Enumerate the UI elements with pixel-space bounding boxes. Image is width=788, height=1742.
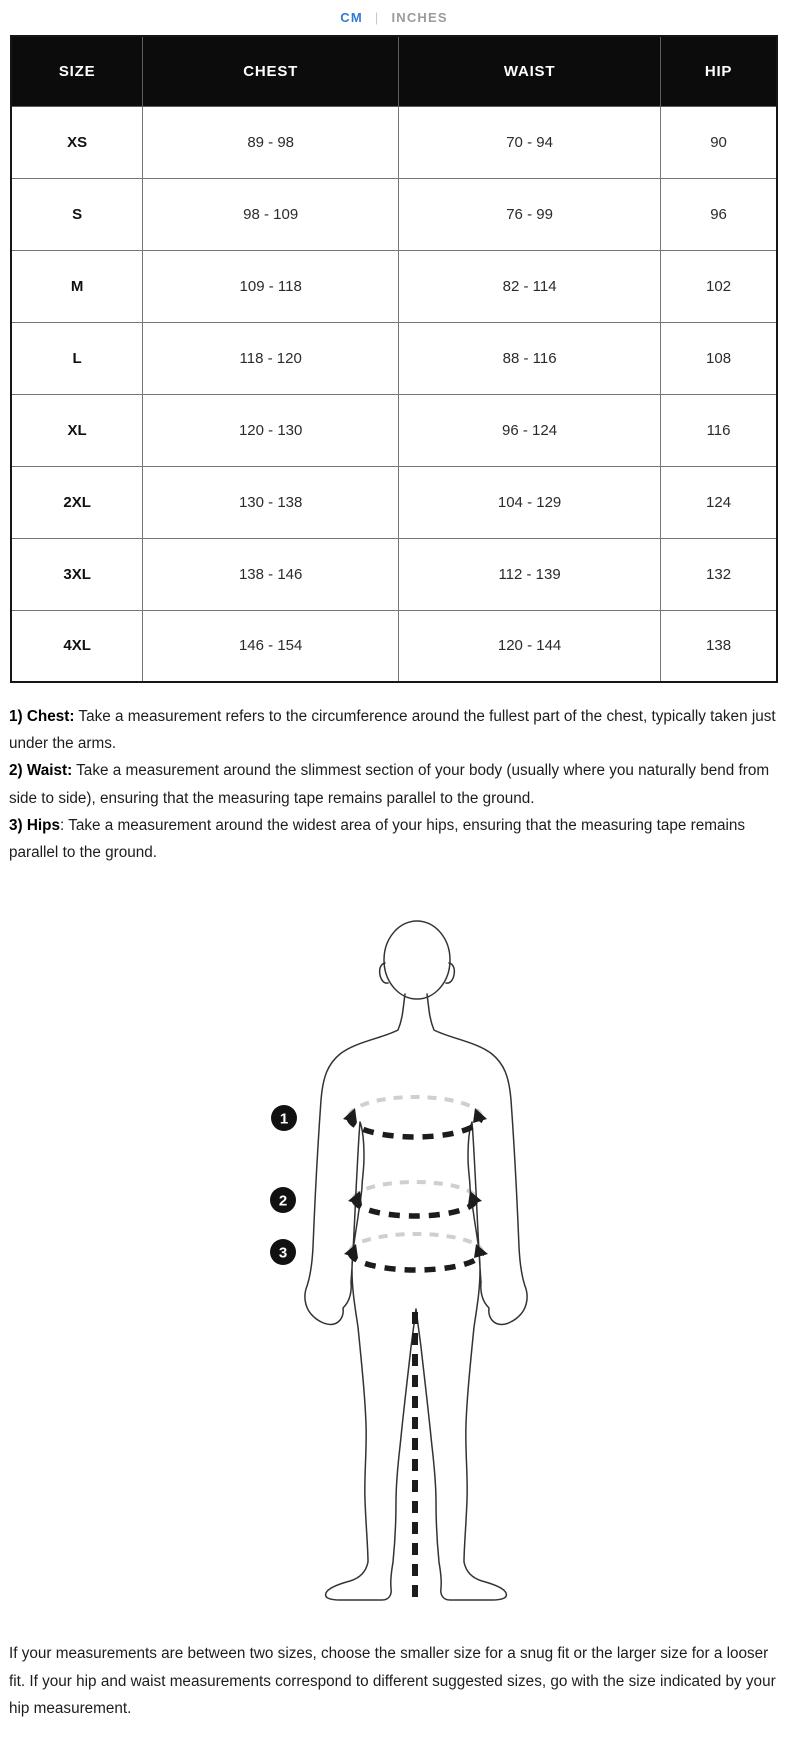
- marker-2-label: 2: [278, 1192, 288, 1210]
- note-chest: 1) Chest: Take a measurement refers to the circumference around the fullest part of the chest, typically taken just under the arms.: [9, 708, 776, 753]
- measurement-notes: [9, 703, 779, 866]
- table-row: [11, 250, 777, 322]
- waist-value: 88 - 116: [399, 322, 661, 394]
- chest-value: 120 - 130: [143, 394, 399, 466]
- header-chest: CHEST: [143, 36, 399, 106]
- chest-value: 109 - 118: [143, 250, 399, 322]
- fit-guidance: [9, 1640, 779, 1732]
- body-diagram: [0, 872, 788, 1612]
- waist-value: 70 - 94: [399, 106, 661, 178]
- header-hip: HIP: [661, 36, 777, 106]
- chest-value: 118 - 120: [143, 322, 399, 394]
- tab-cm[interactable]: CM: [340, 10, 363, 25]
- chest-value: 98 - 109: [143, 178, 399, 250]
- table-row: [11, 394, 777, 466]
- tape-front-arcs: [349, 1117, 482, 1270]
- size-label: L: [11, 322, 143, 394]
- size-label: S: [11, 178, 143, 250]
- chest-value: 89 - 98: [143, 106, 399, 178]
- marker-1-label: 1: [279, 1110, 289, 1128]
- waist-value: 76 - 99: [399, 178, 661, 250]
- chest-value: 146 - 154: [143, 610, 399, 682]
- hip-value: 102: [661, 250, 777, 322]
- table-row: [11, 178, 777, 250]
- size-label: 2XL: [11, 466, 143, 538]
- tab-divider: |: [374, 10, 380, 25]
- marker-3-badge: [270, 1239, 296, 1265]
- hip-value: 90: [661, 106, 777, 178]
- table-row: [11, 106, 777, 178]
- body-outline: [305, 921, 527, 1600]
- tape-back-arcs: [349, 1097, 482, 1252]
- note-waist: 2) Waist: Take a measurement around the slimmest section of your body (usually where you naturally bend from side to side), ensuring that the measuring tape remains parallel to the ground.: [9, 762, 770, 807]
- size-label: 3XL: [11, 538, 143, 610]
- chest-value: 130 - 138: [143, 466, 399, 538]
- unit-toggle: [0, 0, 788, 25]
- table-row: [11, 538, 777, 610]
- hip-value: 138: [661, 610, 777, 682]
- chest-measure-line: [349, 1117, 481, 1137]
- table-row: [11, 610, 777, 682]
- tab-inches[interactable]: INCHES: [391, 10, 448, 25]
- size-label: M: [11, 250, 143, 322]
- fit-guidance-text: If your measurements are between two sizes, choose the smaller size for a snug fit or the larger size for a looser fit. If your hip and waist measurements correspond to different suggested sizes, go with the size indicated by your hip measurement.: [9, 1645, 776, 1717]
- waist-value: 96 - 124: [399, 394, 661, 466]
- size-label: 4XL: [11, 610, 143, 682]
- hip-value: 108: [661, 322, 777, 394]
- header-waist: WAIST: [399, 36, 661, 106]
- waist-value: 120 - 144: [399, 610, 661, 682]
- head-outline: [384, 921, 450, 999]
- hip-measure-line: [350, 1252, 482, 1270]
- header-size: SIZE: [11, 36, 143, 106]
- waist-value: 82 - 114: [399, 250, 661, 322]
- size-label: XL: [11, 394, 143, 466]
- note-hips: 3) Hips: Take a measurement around the widest area of your hips, ensuring that the measuring tape remains parallel to the ground.: [9, 816, 746, 862]
- waist-measure-line: [354, 1199, 476, 1216]
- marker-1-badge: [271, 1105, 297, 1131]
- marker-3-label: 3: [278, 1244, 288, 1262]
- hip-value: 96: [661, 178, 777, 250]
- chest-value: 138 - 146: [143, 538, 399, 610]
- hip-value: 124: [661, 466, 777, 538]
- table-row: [11, 322, 777, 394]
- hip-value: 132: [661, 538, 777, 610]
- marker-2-badge: [270, 1187, 296, 1213]
- waist-value: 112 - 139: [399, 538, 661, 610]
- size-chart-table: [10, 35, 778, 683]
- table-header-row: [11, 36, 777, 106]
- table-row: [11, 466, 777, 538]
- hip-value: 116: [661, 394, 777, 466]
- waist-value: 104 - 129: [399, 466, 661, 538]
- size-label: XS: [11, 106, 143, 178]
